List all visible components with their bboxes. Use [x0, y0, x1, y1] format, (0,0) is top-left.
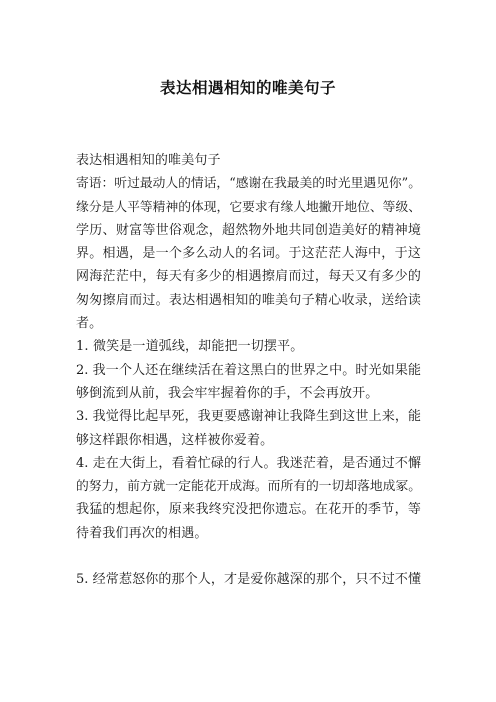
text-line: 匆匆擦肩而过。表达相遇相知的唯美句子精心收录，送给读	[76, 292, 421, 308]
text-line: 缘分是人平等精神的体现，它要求有缘人地撇开地位、等级、	[76, 199, 421, 215]
text-line: 够倒流到从前，我会牢牢握着你的手，不会再放开。	[76, 385, 379, 401]
document-body	[76, 149, 421, 592]
text-line: 我猛的想起你，原来我终究没把你遗忘。在花开的季节，等	[76, 502, 421, 518]
text-line: 够这样跟你相遇，这样被你爱着。	[76, 432, 274, 448]
list-item: 1. 微笑是一道弧线，却能把一切摆平。	[76, 339, 304, 355]
text-line: 待着我们再次的相遇。	[76, 525, 208, 541]
text-line: 的努力，前方就一定能花开成海。而所有的一切却落地成冢。	[76, 479, 421, 495]
text-line: 网海茫茫中，每天有多少的相遇擦肩而过，每天又有多少的	[76, 269, 421, 285]
list-item: 5. 经常惹怒你的那个人，才是爱你越深的那个，只不过不懂	[76, 572, 421, 588]
list-item: 2. 我一个人还在继续活在着这黑白的世界之中。时光如果能	[76, 362, 421, 378]
document-title: 表达相遇相知的唯美句子	[159, 79, 336, 97]
text-line: 表达相遇相知的唯美句子	[76, 153, 221, 168]
text-line: 寄语：听过最动人的情话，“感谢在我最美的时光里遇见你”。	[76, 176, 421, 192]
text-line: 界。相遇，是一个多么动人的名词。于这茫茫人海中，于这	[76, 246, 421, 262]
list-item: 4. 走在大街上，看着忙碌的行人。我迷茫着，是否通过不懈	[76, 455, 421, 471]
text-line: 学历、财富等世俗观念，超然物外地共同创造美好的精神境	[76, 222, 421, 238]
list-item: 3. 我觉得比起早死，我更要感谢神让我降生到这世上来，能	[76, 409, 421, 425]
paragraph-gap	[76, 545, 421, 568]
text-line: 者。	[76, 316, 103, 332]
